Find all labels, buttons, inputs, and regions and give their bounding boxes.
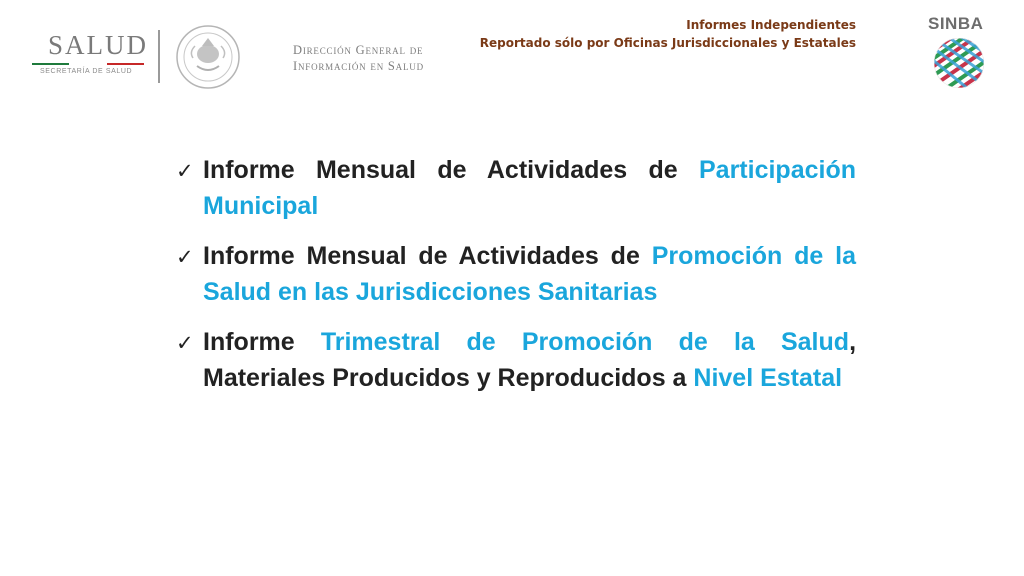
bullet-item bbox=[176, 152, 856, 224]
bullet-text: Informe bbox=[203, 328, 321, 356]
department-line-2: Información en Salud bbox=[293, 59, 424, 73]
bullet-text: , Materiales Producidos y Reproducidos a bbox=[203, 328, 857, 392]
report-notes bbox=[480, 16, 856, 52]
checkmark-icon: ✓ bbox=[176, 245, 194, 269]
bullet-item bbox=[176, 324, 856, 396]
notes-line-2: Reportado sólo por Oficinas Jurisdiccionales y Estatales bbox=[479, 36, 856, 50]
bullet-item bbox=[176, 238, 856, 310]
highlighted-text: Trimestral de Promoción de la Salud bbox=[320, 328, 850, 356]
mexico-seal-icon bbox=[175, 24, 241, 90]
salud-logo-word: SALUD bbox=[48, 30, 149, 60]
checkmark-icon: ✓ bbox=[176, 331, 194, 355]
sinba-globe-icon bbox=[932, 36, 986, 90]
report-bullet-list bbox=[176, 152, 856, 410]
header-divider bbox=[158, 30, 160, 83]
salud-logo-subtitle: SECRETARÍA DE SALUD bbox=[40, 68, 133, 75]
highlighted-text: Participación Municipal bbox=[203, 156, 856, 220]
bullet-text: Informe Mensual de Actividades de bbox=[203, 242, 652, 270]
department-line-1: Dirección General de bbox=[293, 43, 424, 57]
notes-line-1: Informes Independientes bbox=[686, 18, 856, 32]
flag-stripe bbox=[32, 63, 144, 65]
department-name bbox=[293, 42, 424, 74]
highlighted-text: Promoción de la Salud en las Jurisdicciones Sanitarias bbox=[203, 242, 856, 306]
bullet-text: Informe Mensual de Actividades de bbox=[203, 156, 699, 184]
checkmark-icon: ✓ bbox=[176, 159, 194, 183]
salud-logo bbox=[32, 30, 147, 80]
highlighted-text: Nivel Estatal bbox=[693, 364, 843, 392]
sinba-title: SINBA bbox=[928, 14, 984, 33]
sinba-logo bbox=[924, 14, 996, 94]
